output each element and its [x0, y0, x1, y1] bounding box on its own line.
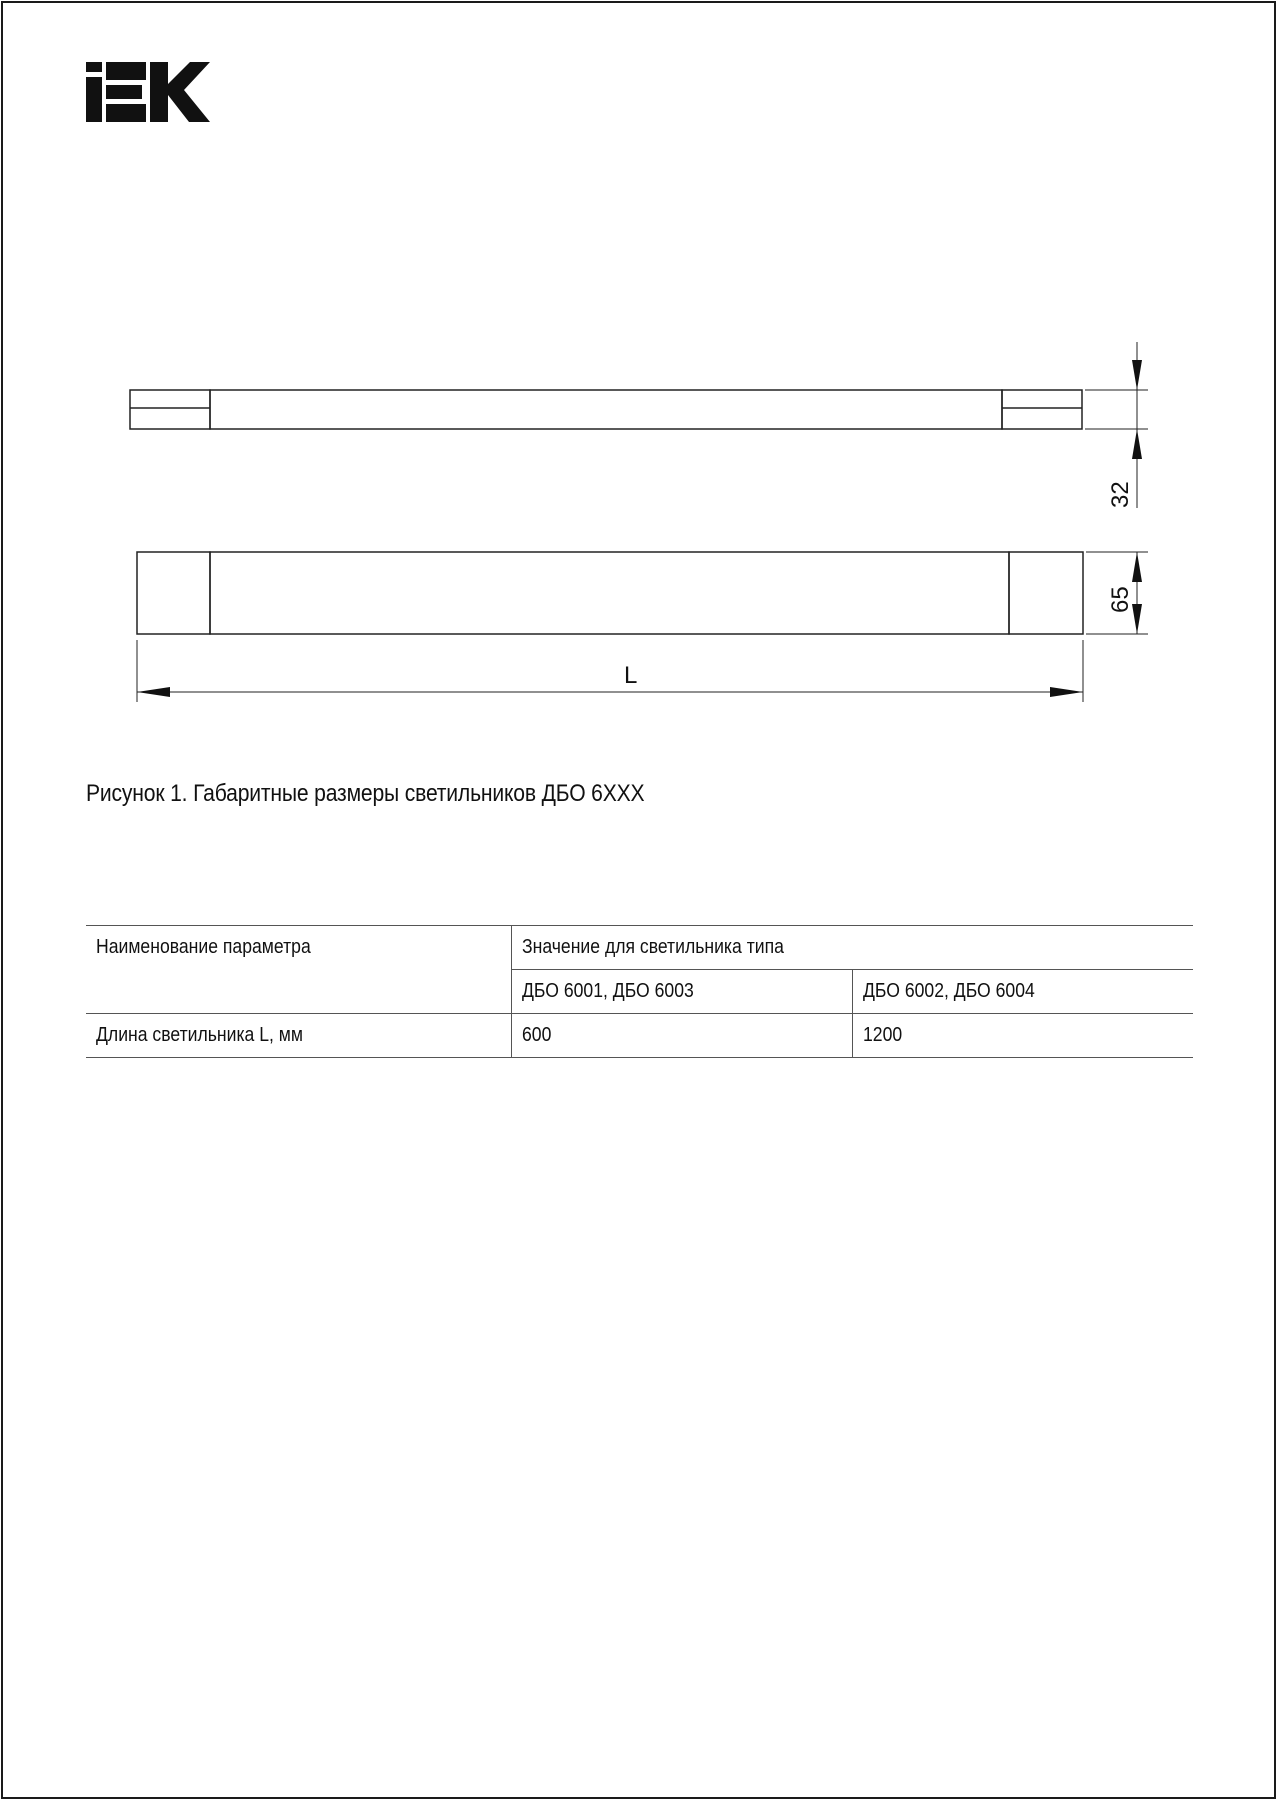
subheader-1: ДБО 6001, ДБО 6003 [522, 980, 694, 1002]
table-header-row [86, 926, 1193, 970]
row-label: Длина светильника L, мм [96, 1024, 303, 1046]
header-value: Значение для светильника типа [522, 936, 784, 958]
header-param: Наименование параметра [96, 936, 311, 959]
row-value-cell-2 [853, 1014, 1194, 1058]
dimension-label-65: 65 [1107, 586, 1134, 613]
row-value-1: 600 [522, 1024, 552, 1046]
arrow-up-icon [1132, 552, 1142, 582]
arrow-right-icon [1050, 687, 1083, 697]
row-label-cell [86, 1014, 512, 1058]
top-view [130, 390, 1082, 429]
arrow-down-icon [1132, 360, 1142, 390]
row-value-2: 1200 [863, 1024, 903, 1046]
subheader-cell-1 [512, 970, 853, 1014]
arrow-up-icon [1132, 429, 1142, 459]
row-value-cell-1 [512, 1014, 853, 1058]
front-view [137, 552, 1083, 634]
subheader-2: ДБО 6002, ДБО 6004 [863, 980, 1035, 1002]
spec-table [86, 925, 1193, 1058]
luminaire-dimension-drawing [0, 0, 1280, 760]
empty-cell [86, 970, 512, 1014]
figure-caption: Рисунок 1. Габаритные размеры светильников ДБО 6XXX [86, 780, 645, 807]
table-row [86, 1014, 1193, 1058]
dimension-label-length: L [624, 662, 638, 689]
header-param-cell [86, 926, 512, 970]
table-subheader-row [86, 970, 1193, 1014]
header-value-cell [512, 926, 1194, 970]
subheader-cell-2 [853, 970, 1194, 1014]
arrow-left-icon [137, 687, 170, 697]
dimension-label-32: 32 [1107, 481, 1134, 508]
